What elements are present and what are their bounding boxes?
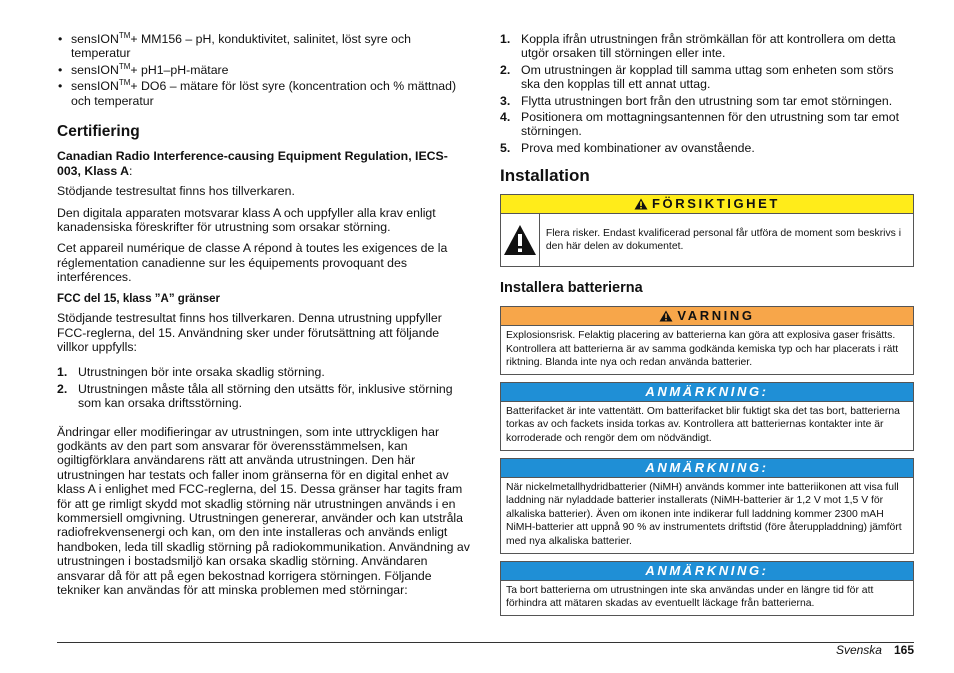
list-item: 4. Positionera om mottagningsantennen för den utrustning som tar emot störningen. <box>500 110 900 139</box>
paragraph: Cet appareil numérique de classe A répond à toutes les exigences de la réglementation canadienne sur les équipements provoquant des interférences. <box>57 241 448 285</box>
list-item: 1. Koppla ifrån utrustningen från strömkällan för att kontrollera om detta utgör orsaken till störningen eller inte. <box>500 32 896 61</box>
note-box <box>500 382 914 451</box>
note-header: ANMÄRKNING: <box>501 459 913 478</box>
warning-triangle-icon <box>659 310 673 322</box>
note-text: När nickelmetallhydridbatterier (NiMH) används kommer inte batteriikonen att visa full laddning när nyladdade batterier installerats (NiMH-batterier är 1,2 V mot 1,5 V för alkaliska batterier). Även om ikonen inte indikerar full laddning kommer 2300 mAH NiMH-batterier att uppnå 90 % av instrumentets driftstid (före återuppladdning) jämfört med nya alkaliska batterier. <box>506 481 902 547</box>
canadian-regulation-heading: Canadian Radio Interference-causing Equipment Regulation, IECS-003, Klass A: <box>57 149 448 178</box>
note-text: Batterifacket är inte vattentätt. Om batterifacket blir fuktigt ska det tas bort, batterierna torkas av och fackets insida torkas av. Kontrollera att batteriernas kontakter inte är korroderade och rengör dem om nödvändigt. <box>506 405 900 445</box>
footer-divider <box>57 642 914 643</box>
page-number: 165 <box>893 643 914 657</box>
interference-techniques-list <box>500 32 914 155</box>
fcc-heading: FCC del 15, klass ”A” gränser <box>57 292 220 305</box>
paragraph: Stödjande testresultat finns hos tillverkaren. <box>57 184 295 199</box>
caution-box <box>500 194 914 267</box>
warning-box <box>500 306 914 375</box>
caution-text: Flera risker. Endast kvalificerad personal får utföra de moment som beskrivs i den här delen av dokumentet. <box>545 227 902 253</box>
list-item: 5. Prova med kombinationer av ovanstående. <box>500 140 755 155</box>
note-text: Ta bort batterierna om utrustningen inte ska användas under en längre tid för att förhindra att mätaren skadas av eventuellt läckage från batterierna. <box>506 584 874 610</box>
caution-header <box>501 195 913 214</box>
note-header: ANMÄRKNING: <box>501 383 913 402</box>
page-footer <box>836 643 914 657</box>
paragraph: Den digitala apparaten motsvarar klass A och uppfyller alla krav enligt kanadensiska föreskrifter för utrustning som orsakar störning. <box>57 205 436 235</box>
warning-header <box>501 307 913 326</box>
list-item: • sensION™+ pH1–pH-mätare <box>58 61 229 77</box>
fcc-conditions-list <box>57 365 471 410</box>
left-column <box>57 32 471 604</box>
installation-heading: Installation <box>500 166 590 186</box>
product-list <box>57 32 471 108</box>
list-item: 3. Flytta utrustningen bort från den utrustning som tar emot störningen. <box>500 93 893 108</box>
list-item: 2. Utrustningen måste tåla all störning den utsätts för, inklusive störning som kan orsaka driftsstörning. <box>57 381 453 411</box>
warning-text: Explosionsrisk. Felaktig placering av batterierna kan göra att explosiva gaser frisätts. Kontrollera att batterierna är av samma godkända kemiska typ och har placerats i rätt riktning. Blanda inte nya och redan använda batterier. <box>506 330 899 369</box>
caution-body <box>501 214 913 266</box>
caution-label: FÖRSIKTIGHET <box>652 195 780 211</box>
warning-label: VARNING <box>677 308 755 324</box>
hazard-triangle-icon <box>503 224 537 256</box>
note-box <box>500 561 914 616</box>
footer-language: Svenska <box>835 643 882 657</box>
note-box <box>500 458 914 554</box>
list-item: 2. Om utrustningen är kopplad till samma uttag som enheten som störs ska den kopplas till ett annat uttag. <box>500 62 894 92</box>
paragraph: Stödjande testresultat finns hos tillverkaren. Denna utrustning uppfyller FCC-reglerna, del 15. Användning sker under förutsättning att följande villkor uppfylls: <box>57 311 442 354</box>
right-column <box>500 32 914 616</box>
list-item: 1. Utrustningen bör inte orsaka skadlig störning. <box>57 365 325 380</box>
note-header: ANMÄRKNING: <box>501 562 913 581</box>
paragraph: Ändringar eller modifieringar av utrustningen, som inte uttryckligen har godkänts av den part som ansvarar för överensstämmelsen, kan ogiltigförklara användarens rätt att använda utrustningen. Den här utrustningen har testats och faller inom gränserna för en digital enhet av klass A i enlighet med FCC-reglerna, del 15. Dessa gränser har tagits fram för att ge rimligt skydd mot skadlig störning när utrustningen används i en kommersiell omgivning. Utrustningen genererar, använder och kan utstråla radiofrekvensenergi och kan, om den inte installeras och används enligt handboken, leda till skadlig störning på radiokommunikation. Användning av utrustningen i bostadsmiljö kan orsaka skadlig störning. Användaren ansvarar då för att på egen bekostnad korrigera störningen. Följande tekniker kan användas för att minska problemen med störningar: <box>57 424 470 597</box>
battery-heading: Installera batterierna <box>500 279 643 296</box>
hazard-icon-cell <box>501 214 540 266</box>
certification-heading: Certifiering <box>57 123 140 141</box>
list-item: • sensION™+ MM156 – pH, konduktivitet, salinitet, löst syre och temperatur <box>58 31 411 61</box>
warning-triangle-icon <box>634 198 648 210</box>
list-item: • sensION™+ DO6 – mätare för löst syre (koncentration och % mättnad) och temperatur <box>58 78 457 108</box>
